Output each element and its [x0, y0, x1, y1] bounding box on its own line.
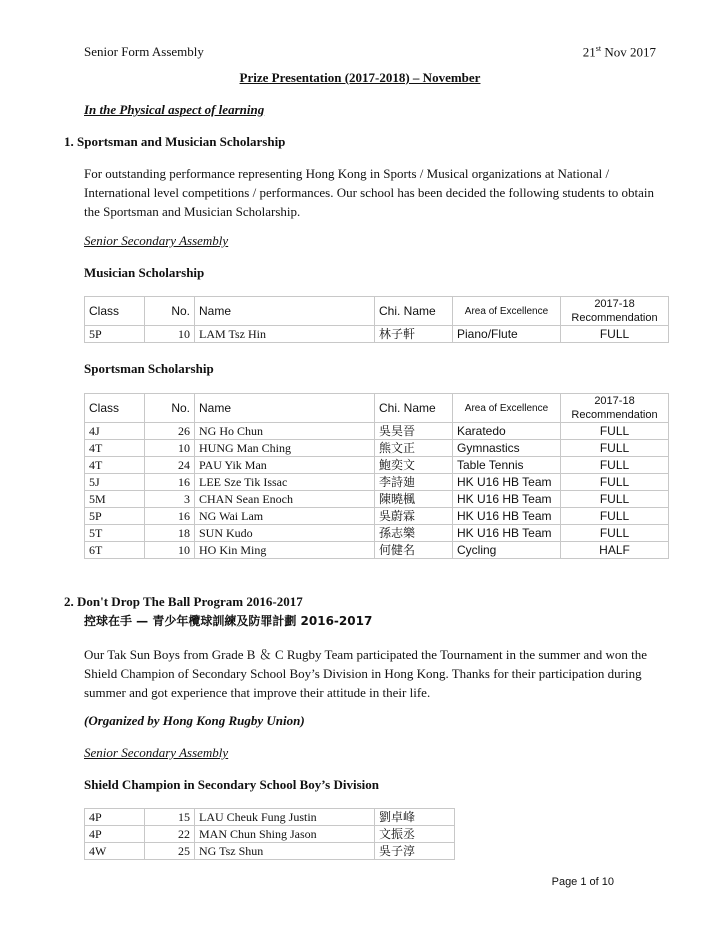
table-header-row — [85, 297, 669, 326]
cell-class: 5T — [85, 525, 145, 542]
aspect-heading: In the Physical aspect of learning — [84, 102, 265, 117]
cell-name: HUNG Man Ching — [195, 440, 375, 457]
cell-chi: 孫志樂 — [375, 525, 453, 542]
cell-area: Gymnastics — [453, 440, 561, 457]
cell-name: NG Ho Chun — [195, 423, 375, 440]
table-row — [85, 474, 669, 491]
table-row — [85, 457, 669, 474]
cell-class: 4T — [85, 440, 145, 457]
cell-chi: 鮑奕文 — [375, 457, 453, 474]
rec-line2: Recommendation — [571, 409, 658, 421]
section2-paragraph: Our Tak Sun Boys from Grade B ＆ C Rugby Team participated the Tournament in the summer and won the Shield Champion of Secondary School Boy’s Division in Hong Kong. Thanks for their participation during summer and got experience that improve their attitude in their life. — [84, 647, 648, 700]
cell-name: MAN Chun Shing Jason — [195, 826, 375, 843]
header-date — [583, 44, 656, 60]
cell-no: 18 — [145, 525, 195, 542]
cell-chi: 熊文正 — [375, 440, 453, 457]
cell-rec: FULL — [561, 508, 669, 525]
cell-no: 16 — [145, 474, 195, 491]
cell-name: HO Kin Ming — [195, 542, 375, 559]
page-number: Page 1 of 10 — [551, 876, 614, 888]
cell-no: 26 — [145, 423, 195, 440]
cell-no: 24 — [145, 457, 195, 474]
section2-heading-chinese: 控球在手 — 青少年欖球訓練及防罪計劃 2016-2017 — [84, 614, 373, 628]
cell-class: 4W — [85, 843, 145, 860]
cell-class: 4P — [85, 826, 145, 843]
cell-class: 5M — [85, 491, 145, 508]
musician-title: Musician Scholarship — [84, 265, 205, 280]
section1-paragraph: For outstanding performance representing Hong Kong in Sports / Musical organizations at National / International level competitions / performances. Our school has been decided the following students to obtain the Sportsman and Musician Scholarship. — [84, 166, 655, 219]
cell-class: 5P — [85, 508, 145, 525]
shield-title: Shield Champion in Secondary School Boy’s Division — [84, 777, 379, 792]
cell-no: 10 — [145, 440, 195, 457]
table-row — [85, 809, 455, 826]
section1-assembly: Senior Secondary Assembly — [84, 233, 229, 248]
table-row — [85, 525, 669, 542]
table-row — [85, 491, 669, 508]
page-title: Prize Presentation (2017-2018) – November — [239, 70, 481, 85]
cell-no: 25 — [145, 843, 195, 860]
col-recommendation — [561, 297, 669, 326]
cell-chi: 李詩廸 — [375, 474, 453, 491]
table-row — [85, 508, 669, 525]
cell-no: 10 — [145, 326, 195, 343]
cell-class: 4J — [85, 423, 145, 440]
table-row — [85, 826, 455, 843]
section1-heading: 1. Sportsman and Musician Scholarship — [64, 134, 286, 149]
cell-class: 4T — [85, 457, 145, 474]
col-name: Name — [195, 394, 375, 423]
date-suffix: st — [595, 44, 602, 53]
cell-rec: FULL — [561, 440, 669, 457]
cell-area: Cycling — [453, 542, 561, 559]
cell-class: 6T — [85, 542, 145, 559]
cell-name: LAM Tsz Hin — [195, 326, 375, 343]
sportsman-table — [84, 393, 669, 559]
cell-class: 4P — [85, 809, 145, 826]
cell-name: CHAN Sean Enoch — [195, 491, 375, 508]
table-row — [85, 326, 669, 343]
cell-chi: 文振丞 — [375, 826, 455, 843]
cell-name: LEE Sze Tik Issac — [195, 474, 375, 491]
cell-chi: 吳昊晉 — [375, 423, 453, 440]
cell-no: 15 — [145, 809, 195, 826]
cell-no: 10 — [145, 542, 195, 559]
cell-rec: FULL — [561, 525, 669, 542]
col-no: No. — [145, 394, 195, 423]
col-area: Area of Excellence — [453, 394, 561, 423]
cell-name: NG Wai Lam — [195, 508, 375, 525]
col-recommendation — [561, 394, 669, 423]
shield-table — [84, 808, 455, 860]
col-no: No. — [145, 297, 195, 326]
date-rest: Nov 2017 — [601, 44, 656, 60]
cell-chi: 吳子淳 — [375, 843, 455, 860]
cell-area: HK U16 HB Team — [453, 525, 561, 542]
rec-line2: Recommendation — [571, 312, 658, 324]
cell-rec: FULL — [561, 474, 669, 491]
date-day: 21 — [582, 44, 596, 60]
col-area: Area of Excellence — [453, 297, 561, 326]
section2-assembly: Senior Secondary Assembly — [84, 745, 229, 760]
cell-chi: 陳曉楓 — [375, 491, 453, 508]
cell-name: SUN Kudo — [195, 525, 375, 542]
section2-heading: 2. Don't Drop The Ball Program 2016-2017 — [64, 594, 303, 609]
cell-no: 16 — [145, 508, 195, 525]
col-class: Class — [85, 297, 145, 326]
sportsman-title: Sportsman Scholarship — [84, 361, 214, 376]
cell-area: HK U16 HB Team — [453, 508, 561, 525]
cell-name: LAU Cheuk Fung Justin — [195, 809, 375, 826]
cell-class: 5P — [85, 326, 145, 343]
col-chi-name: Chi. Name — [375, 394, 453, 423]
cell-rec: FULL — [561, 491, 669, 508]
cell-rec: FULL — [561, 423, 669, 440]
col-name: Name — [195, 297, 375, 326]
cell-area: HK U16 HB Team — [453, 474, 561, 491]
table-row — [85, 542, 669, 559]
table-header-row — [85, 394, 669, 423]
col-class: Class — [85, 394, 145, 423]
cell-name: PAU Yik Man — [195, 457, 375, 474]
cell-chi: 吳蔚霖 — [375, 508, 453, 525]
cell-area: Piano/Flute — [453, 326, 561, 343]
cell-area: Table Tennis — [453, 457, 561, 474]
cell-area: HK U16 HB Team — [453, 491, 561, 508]
cell-no: 3 — [145, 491, 195, 508]
organizer-note: (Organized by Hong Kong Rugby Union) — [84, 713, 305, 728]
cell-rec: FULL — [561, 326, 669, 343]
table-row — [85, 440, 669, 457]
rec-line1: 2017-18 — [594, 298, 635, 310]
cell-class: 5J — [85, 474, 145, 491]
cell-area: Karatedo — [453, 423, 561, 440]
musician-table — [84, 296, 669, 343]
cell-chi: 何健名 — [375, 542, 453, 559]
cell-no: 22 — [145, 826, 195, 843]
rec-line1: 2017-18 — [594, 395, 635, 407]
col-chi-name: Chi. Name — [375, 297, 453, 326]
cell-chi: 林子軒 — [375, 326, 453, 343]
cell-rec: HALF — [561, 542, 669, 559]
header-left: Senior Form Assembly — [84, 44, 204, 59]
cell-rec: FULL — [561, 457, 669, 474]
cell-chi: 劉卓峰 — [375, 809, 455, 826]
table-row — [85, 843, 455, 860]
cell-name: NG Tsz Shun — [195, 843, 375, 860]
table-row — [85, 423, 669, 440]
